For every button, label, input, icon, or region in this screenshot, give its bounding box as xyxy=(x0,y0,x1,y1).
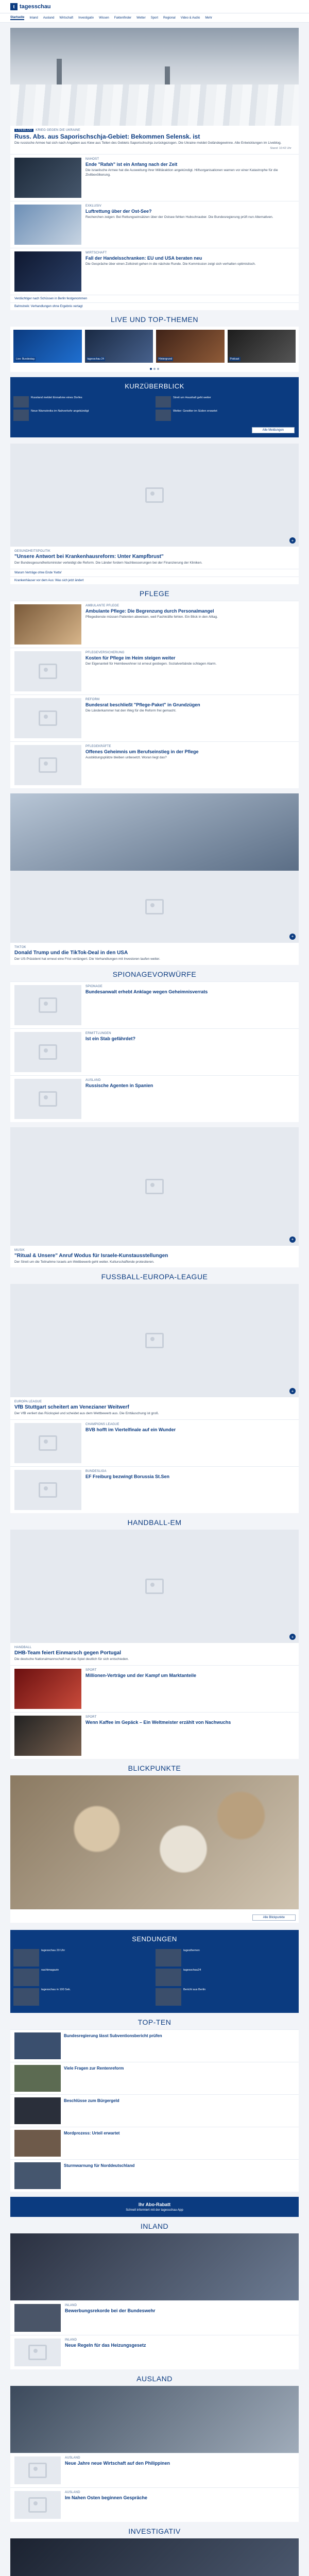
sendung-label: tagesschau24 xyxy=(183,1968,201,1972)
teaser-title[interactable]: Millionen-Verträge und der Kampf um Marktanteile xyxy=(85,1672,197,1678)
nav-item[interactable]: Wirtschaft xyxy=(59,16,74,20)
teaser-row[interactable] xyxy=(10,201,299,248)
teaser-title[interactable]: Im Nahen Osten beginnen Gespräche xyxy=(65,2495,148,2500)
logo-mark: t xyxy=(10,3,18,10)
logo-text: tagesschau xyxy=(20,3,51,10)
teaser-title[interactable]: Kosten für Pflege im Heim steigen weiter xyxy=(85,655,176,660)
nav-item[interactable]: Regional xyxy=(163,16,176,20)
sendung-item[interactable] xyxy=(13,1969,153,1986)
ausland-list xyxy=(10,2386,299,2522)
teaser-title[interactable]: Russische Agenten in Spanien xyxy=(85,1082,153,1088)
teaser-text: Die israelische Armee hat die Ausweitung ihrer Militäraktion angekündigt. Hilfsorganisationen warnen vor einer Katastrophe für die Zivilbevölkerung. xyxy=(85,168,278,177)
image-placeholder xyxy=(14,1079,81,1119)
list-item-title: Bundesregierung lässt Subventionsbericht prüfen xyxy=(64,2033,162,2038)
nav-item[interactable]: Video & Audio xyxy=(180,16,200,20)
teaser-title[interactable]: Bundesanwalt erhebt Anklage wegen Geheimnisverrats xyxy=(85,989,208,994)
inland-image xyxy=(10,2233,299,2300)
teaser-title[interactable]: Ambulante Pflege: Die Begrenzung durch Personalmangel xyxy=(85,608,214,614)
section-title-kurz: KURZÜBERBLICK xyxy=(125,382,184,391)
hero-meta: Stand: 10:42 Uhr xyxy=(270,147,291,150)
teaser-row[interactable] xyxy=(10,248,299,295)
link-item[interactable]: Warum Verträge ohne Ende 'Kette' xyxy=(10,569,299,577)
all-news-button[interactable]: Alle Meldungen xyxy=(252,427,295,433)
image-placeholder xyxy=(14,2456,61,2484)
teaser-row[interactable] xyxy=(10,2335,299,2369)
fussball-lead[interactable] xyxy=(10,1397,299,1419)
teaser-kicker: SPORT xyxy=(85,1668,97,1672)
teaser-text: Der Eigenanteil für Heimbewohner ist erneut gestiegen. Sozialverbände schlagen Alarm. xyxy=(85,662,217,666)
fussball-box xyxy=(10,1284,299,1513)
article-teaser[interactable] xyxy=(10,444,299,584)
teaser-kicker: AUSLAND xyxy=(85,1078,101,1082)
teaser-image xyxy=(14,2304,61,2332)
article-text: Der VfB verliert das Rückspiel und scheidet aus dem Wettbewerb aus. Die Enttäuschung ist groß. xyxy=(14,1412,159,1416)
hero-kicker-label: KRIEG GEGEN DIE UKRAINE xyxy=(36,129,80,132)
teaser-title[interactable]: Ende "Rafah" ist ein Anfang nach der Zeit xyxy=(85,162,178,167)
teaser-title[interactable]: Ist ein Stab gefährdet? xyxy=(85,1036,136,1041)
pflege-list xyxy=(10,601,299,788)
teaser-row[interactable] xyxy=(10,694,299,741)
sendung-item[interactable] xyxy=(156,1969,296,1986)
article-title[interactable]: VfB Stuttgart scheitert am Venezianer Weitwerf xyxy=(14,1404,129,1411)
site-logo[interactable] xyxy=(10,3,51,10)
share-icon[interactable]: + xyxy=(289,1388,296,1394)
main-nav xyxy=(0,13,309,23)
teaser-row[interactable] xyxy=(10,1419,299,1466)
blickpunkte-box[interactable] xyxy=(10,1775,299,1923)
article-title[interactable]: "Unsere Antwort bei Krankenhausreform: Unter Kampfbrust" xyxy=(14,554,164,560)
teaser-title[interactable]: Neue Regeln für das Heizungsgesetz xyxy=(65,2342,146,2348)
sendung-item[interactable] xyxy=(156,1949,296,1967)
teaser-kicker: WIRTSCHAFT xyxy=(85,251,107,255)
article-text: Der Streit um die Teilnahme Israels am Wettbewerb geht weiter. Kulturschaffende protestieren. xyxy=(14,1260,154,1264)
teaser-image xyxy=(14,1669,81,1709)
kurz-item-text: Streit um Haushalt geht weiter xyxy=(173,396,211,400)
teaser-kicker: BUNDESLIGA xyxy=(85,1470,107,1473)
teaser-title[interactable]: EF Freiburg bezwingt Borussia St.Sen xyxy=(85,1474,170,1480)
kurz-item[interactable] xyxy=(156,396,296,408)
article-teaser[interactable] xyxy=(10,1127,299,1268)
nav-item[interactable]: Ausland xyxy=(43,16,55,20)
sendung-label: tagesschau 20 Uhr xyxy=(41,1948,65,1952)
nav-item[interactable]: Investigativ xyxy=(78,16,94,20)
teaser-text: Recherchen zeigen: Bei Rettungseinsätzen über der Ostsee fehlen Hubschrauber. Die Bundesregierung prüft nun Alternativen. xyxy=(85,215,273,219)
hero-image[interactable] xyxy=(10,28,299,126)
teaser-title[interactable]: Bewerbungsrekorde bei der Bundeswehr xyxy=(65,2308,156,2313)
spionage-list xyxy=(10,981,299,1122)
hero-teaser[interactable] xyxy=(10,126,299,154)
list-item[interactable] xyxy=(10,2062,299,2094)
teaser-image xyxy=(14,158,81,198)
teaser-kicker: AUSLAND xyxy=(65,2456,80,2460)
video-caption: tagesschau 24 xyxy=(87,358,105,361)
hero-kicker xyxy=(14,129,295,132)
kurz-box xyxy=(10,377,299,437)
live-carousel xyxy=(10,327,299,372)
nav-item[interactable]: Mehr xyxy=(205,16,212,20)
teaser-kicker: SPIONAGE xyxy=(85,985,102,988)
share-icon[interactable]: + xyxy=(289,934,296,940)
teaser-kicker: PFLEGEVERSICHERUNG xyxy=(85,651,125,654)
kurz-item-text: Wetter: Gewitter im Süden erwartet xyxy=(173,410,217,413)
investigativ-image xyxy=(10,2538,299,2576)
teaser-title[interactable]: BVB hofft im Viertelfinale auf ein Wunder xyxy=(85,1427,176,1433)
top-bar xyxy=(0,0,309,13)
teaser-kicker: AMBULANTE PFLEGE xyxy=(85,604,119,607)
hero-image-detail xyxy=(10,84,299,126)
share-icon[interactable]: + xyxy=(289,537,296,544)
teaser-row[interactable] xyxy=(10,2487,299,2522)
teaser-image xyxy=(14,604,81,645)
teaser-row[interactable] xyxy=(10,154,299,201)
article-kicker: TIKTOK xyxy=(14,945,26,949)
teaser-kicker: PFLEGEKRÄFTE xyxy=(85,744,111,748)
article-title[interactable]: Donald Trump und die TikTok-Deal in den USA xyxy=(14,950,128,956)
sendung-label: tagesthemen xyxy=(183,1948,200,1952)
kurz-item-text: Neue Warnstreiks im Nahverkehr angekündigt xyxy=(31,410,89,413)
article-text: Die deutsche Nationalmannschaft hat das Spiel deutlich für sich entschieden. xyxy=(14,1657,129,1662)
teaser-kicker: INLAND xyxy=(65,2338,77,2342)
image-placeholder xyxy=(14,1470,81,1510)
section-title-topten: TOP-TEN xyxy=(138,2018,171,2026)
app-promo-text: Schnell informiert mit der tagesschau-App xyxy=(126,2208,183,2212)
teaser-row[interactable] xyxy=(10,2453,299,2487)
video-card[interactable] xyxy=(228,330,296,363)
sendung-item[interactable] xyxy=(13,1988,153,2006)
article-kicker: GESUNDHEITSPOLITIK xyxy=(14,550,50,553)
teaser-kicker: NAHOST xyxy=(85,158,99,161)
section-title-spionage: SPIONAGEVORWÜRFE xyxy=(112,970,197,978)
teaser-row[interactable] xyxy=(10,1028,299,1075)
teaser-kicker: CHAMPIONS LEAGUE xyxy=(85,1423,119,1427)
kurz-item[interactable] xyxy=(13,396,153,408)
link-item[interactable]: Verdächtiger nach Schüssen in Berlin festgenommen xyxy=(10,295,299,302)
list-item-title: Viele Fragen zur Rentenreform xyxy=(64,2065,124,2071)
article-kicker: EUROPA LEAGUE xyxy=(14,1400,42,1404)
share-icon[interactable]: + xyxy=(289,1634,296,1640)
teaser-row[interactable] xyxy=(10,981,299,1028)
list-item[interactable] xyxy=(10,2094,299,2127)
image-placeholder xyxy=(14,1032,81,1072)
image-placeholder xyxy=(14,651,81,691)
section-title-pflege: PFLEGE xyxy=(139,589,170,598)
video-caption: Hintergrund xyxy=(159,358,173,361)
image-placeholder xyxy=(14,985,81,1025)
handball-box xyxy=(10,1530,299,1759)
inland-list xyxy=(10,2233,299,2369)
teaser-text: Pflegedienste müssen Patienten abweisen, weil Fachkräfte fehlen. Ein Blick in den Alltag. xyxy=(85,615,218,619)
section-title-live: LIVE UND TOP-THEMEN xyxy=(110,315,198,324)
teaser-kicker: AUSLAND xyxy=(65,2490,80,2494)
image-placeholder xyxy=(14,698,81,738)
list-item[interactable] xyxy=(10,2127,299,2159)
kurz-item-text: Russland meldet Einnahme eines Dorfes xyxy=(31,396,82,400)
all-blickpunkte-button[interactable]: Alle Blickpunkte xyxy=(252,1914,296,1921)
investigativ-list xyxy=(10,2538,299,2576)
teaser-image xyxy=(14,251,81,292)
list-item[interactable] xyxy=(10,2159,299,2192)
teaser-title[interactable]: Bundesrat beschließt "Pflege-Paket" in Grundzügen xyxy=(85,702,200,707)
nav-item[interactable]: Startseite xyxy=(10,15,25,19)
teaser-kicker: ERMITTLUNGEN xyxy=(85,1031,111,1035)
blickpunkte-image xyxy=(10,1775,299,1909)
section-title-blickpunkte: BLICKPUNKTE xyxy=(128,1764,181,1772)
article-teaser[interactable] xyxy=(10,793,299,965)
article-title[interactable]: "Ritual & Unsere" Anruf Wodus für Israele-Kunstausstellungen xyxy=(14,1252,168,1259)
section-title-inland: INLAND xyxy=(140,2222,169,2230)
article-image xyxy=(10,793,299,871)
video-card[interactable] xyxy=(13,330,82,363)
teaser-title[interactable]: Offenes Geheimnis um Berufseinstieg in der Pflege xyxy=(85,749,199,754)
teaser-kicker: EXKLUSIV xyxy=(85,205,101,208)
video-caption: Podcast xyxy=(230,358,239,361)
teaser-title[interactable]: Wenn Kaffee im Gepäck – Ein Weltmeister erzählt von Nachwuchs xyxy=(85,1719,231,1725)
sendung-label: Bericht aus Berlin xyxy=(183,1988,206,1991)
share-icon[interactable]: + xyxy=(289,1236,296,1243)
nav-item[interactable]: Faktenfinder xyxy=(114,16,132,20)
article-kicker: MUSIK xyxy=(14,1248,25,1252)
teaser-row[interactable] xyxy=(10,1712,299,1759)
topten-list xyxy=(10,2029,299,2192)
video-card[interactable] xyxy=(85,330,153,363)
teaser-text: Die Gespräche über einen Zollstreit gehen in die nächste Runde. Die Kommission zeigt sich verhalten optimistisch. xyxy=(85,262,256,266)
list-item-title: Beschlüsse zum Bürgergeld xyxy=(64,2098,119,2103)
app-promo-title: Ihr Abo-Rabatt xyxy=(138,2201,171,2207)
teaser-text: Ausbildungsplätze bleiben unbesetzt. Woran liegt das? xyxy=(85,755,167,759)
teaser-text: Die Länderkammer hat den Weg für die Reform frei gemacht. xyxy=(85,708,177,713)
nav-item[interactable]: Inland xyxy=(29,16,38,20)
section-title-investigativ: INVESTIGATIV xyxy=(128,2527,181,2535)
list-item-title: Mordprozess: Urteil erwartet xyxy=(64,2130,120,2136)
list-item-title: Sturmwarnung für Norddeutschland xyxy=(64,2163,135,2168)
teaser-kicker: SPORT xyxy=(85,1715,97,1719)
section-title-handball: HANDBALL-EM xyxy=(127,1518,182,1527)
kurz-item[interactable] xyxy=(156,410,296,421)
image-placeholder xyxy=(14,1423,81,1463)
image-placeholder xyxy=(10,871,299,943)
teaser-row[interactable] xyxy=(10,1075,299,1122)
article-title[interactable]: DHB-Team feiert Einmarsch gegen Portugal xyxy=(14,1650,122,1656)
teaser-row[interactable] xyxy=(10,1466,299,1513)
hero-title[interactable]: Russ. Abs. aus Saporischschja-Gebiet: Bekommen Selensk. ist xyxy=(14,133,200,140)
article-text: Der US-Präsident hat erneut eine Frist verlängert. Die Verhandlungen mit Investoren laufen weiter. xyxy=(14,957,160,961)
sendung-label: tagesschau in 100 Sek. xyxy=(41,1988,71,1991)
carousel-dots[interactable] xyxy=(10,366,299,372)
handball-lead[interactable] xyxy=(10,1643,299,1665)
sendung-item[interactable] xyxy=(156,1988,296,2006)
image-placeholder xyxy=(10,1284,299,1397)
kurz-item[interactable] xyxy=(13,410,153,421)
teaser-row[interactable] xyxy=(10,2300,299,2335)
sendungen-box xyxy=(10,1930,299,2013)
image-placeholder xyxy=(14,2491,61,2519)
sendung-label: nachtmagazin xyxy=(41,1968,59,1972)
video-card[interactable] xyxy=(156,330,225,363)
teaser-kicker: INLAND xyxy=(65,2303,77,2307)
top-teasers xyxy=(10,154,299,310)
teaser-image xyxy=(14,1716,81,1756)
image-placeholder xyxy=(14,2338,61,2366)
nav-item[interactable]: Wissen xyxy=(99,16,109,20)
app-promo[interactable] xyxy=(10,2197,299,2217)
list-item[interactable] xyxy=(10,2029,299,2062)
section-title-sendungen: SENDUNGEN xyxy=(132,1935,177,1943)
link-item[interactable]: Krankenhäuser vor dem Aus: Was sich jetzt ändert xyxy=(10,577,299,584)
teaser-row[interactable] xyxy=(10,1665,299,1712)
hero-text: Die russische Armee hat sich nach Angaben aus Kiew aus Teilen des Gebiets Saporischschja zurückgezogen. Die Ukraine meldet Geländegewinne. Alle Entwicklungen im Liveblog. xyxy=(14,141,282,145)
teaser-row[interactable] xyxy=(10,601,299,648)
article-text: Der Bundesgesundheitsminister verteidigt die Reform. Die Länder fordern Nachbesserungen bei der Finanzierung der Kliniken. xyxy=(14,561,202,565)
nav-item[interactable]: Sport xyxy=(150,16,159,20)
image-placeholder xyxy=(10,1530,299,1643)
teaser-kicker: REFORM xyxy=(85,698,100,701)
image-placeholder xyxy=(10,444,299,547)
teaser-title[interactable]: Neue Jahre neue Wirtschaft auf den Philippinen xyxy=(65,2460,170,2466)
ausland-image xyxy=(10,2386,299,2453)
teaser-title[interactable]: Luftrettung über der Ost-See? xyxy=(85,209,152,214)
teaser-title[interactable]: Fall der Handelsschranken: EU und USA beraten neu xyxy=(85,256,202,261)
video-caption: Live: Bundestag xyxy=(16,358,35,361)
teaser-row[interactable] xyxy=(10,648,299,694)
section-title-fussball: FUSSBALL-EUROPA-LEAGUE xyxy=(101,1273,208,1281)
section-title-ausland: AUSLAND xyxy=(136,2374,173,2383)
teaser-image xyxy=(14,205,81,245)
image-placeholder xyxy=(14,745,81,785)
article-kicker: HANDBALL xyxy=(14,1646,32,1650)
image-placeholder xyxy=(10,1127,299,1246)
hero-kicker-tag: LIVEBLOG xyxy=(14,129,33,132)
sendung-item[interactable] xyxy=(13,1949,153,1967)
nav-item[interactable]: Wetter xyxy=(136,16,146,20)
teaser-row[interactable] xyxy=(10,741,299,788)
link-item[interactable]: Bahnstreik: Verhandlungen ohne Ergebnis vertagt xyxy=(10,302,299,310)
